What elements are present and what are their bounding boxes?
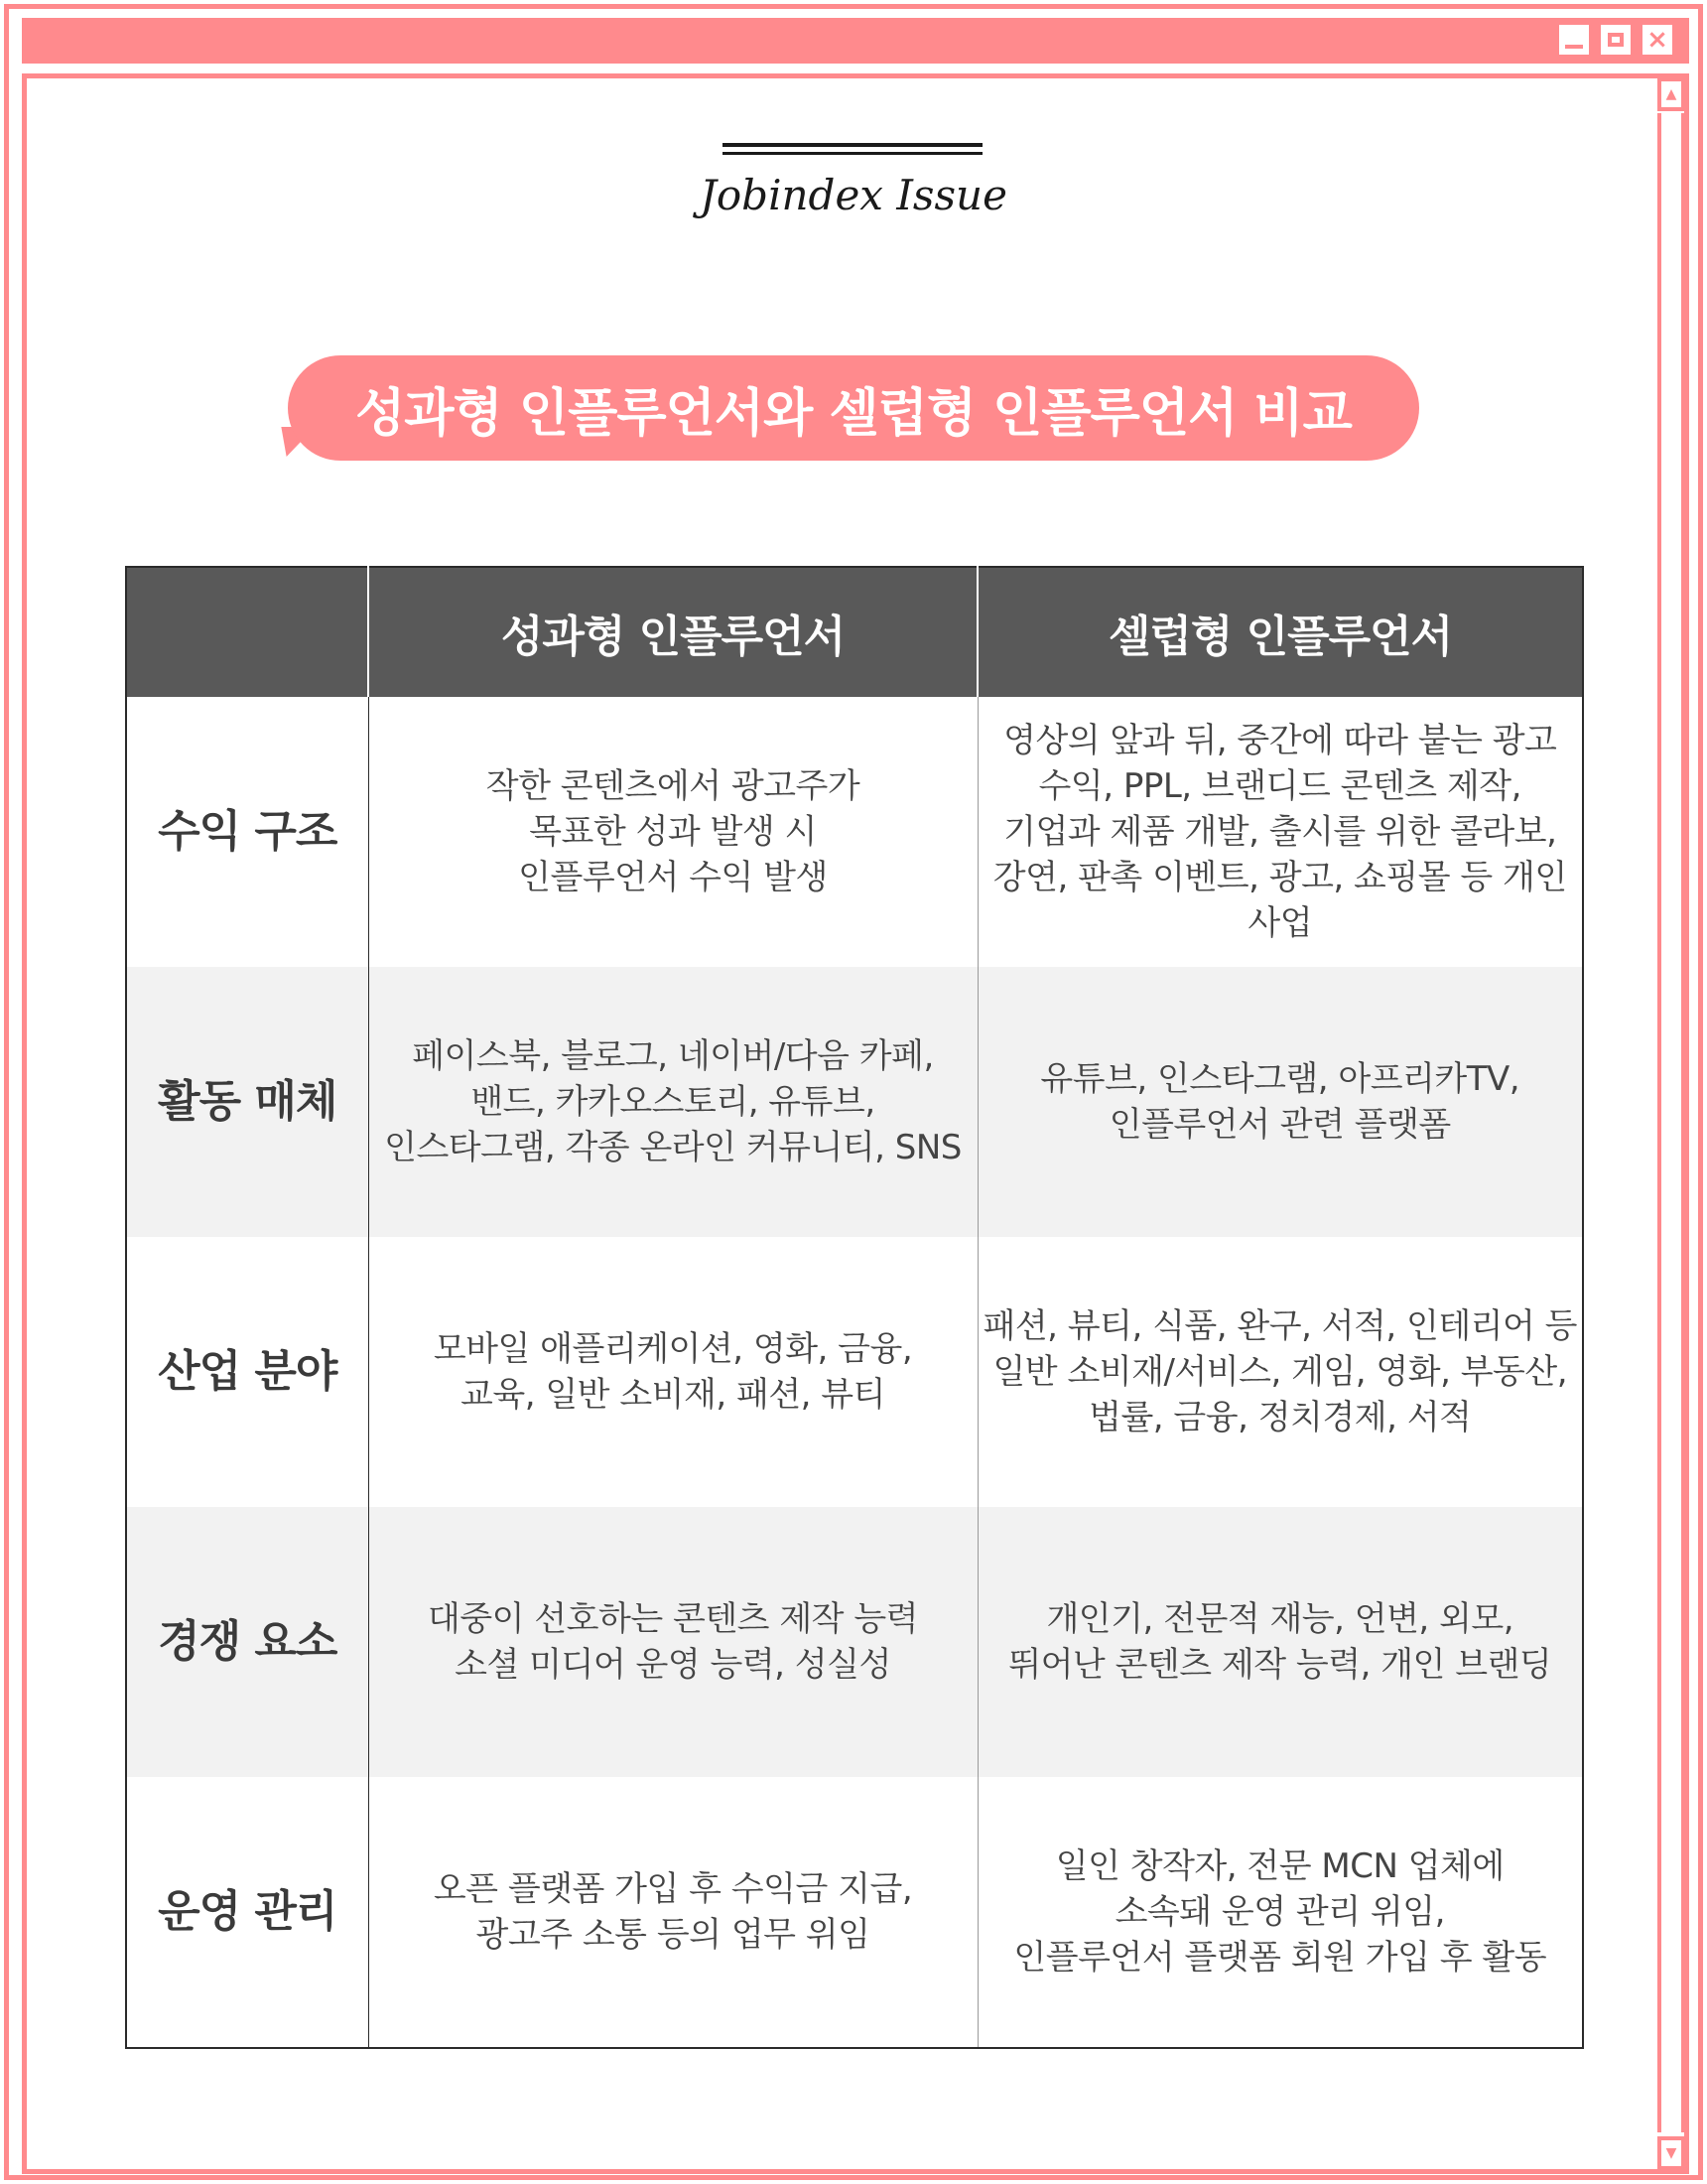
cell-line: 페이스북, 블로그, 네이버/다음 카페, <box>412 1036 934 1076</box>
maximize-icon <box>1608 33 1624 47</box>
performance-cell <box>368 1237 978 1507</box>
table-header-row <box>126 567 1583 697</box>
header-performance: 성과형 인플루언서 <box>368 567 978 697</box>
brand-rule <box>722 143 983 155</box>
minimize-icon <box>1565 45 1583 49</box>
cell-line: 작한 콘텐츠에서 광고주가 <box>485 766 860 806</box>
cell-line: 수익, PPL, 브랜디드 콘텐츠 제작, <box>1038 766 1521 806</box>
scroll-down-button[interactable] <box>1657 2136 1685 2170</box>
performance-cell <box>368 967 978 1237</box>
cell-line: 기업과 제품 개발, 출시를 위한 콜라보, <box>1003 812 1557 852</box>
performance-cell <box>368 697 978 967</box>
cell-line: 일인 창작자, 전문 MCN 업체에 <box>1055 1846 1505 1886</box>
arrow-up-icon: ▲ <box>1665 86 1677 102</box>
cell-line: 유튜브, 인스타그램, 아프리카TV, <box>1040 1059 1520 1099</box>
cell-line: 뛰어난 콘텐츠 제작 능력, 개인 브랜딩 <box>1008 1645 1552 1685</box>
cell-line: 강연, 판촉 이벤트, 광고, 쇼핑몰 등 개인사업 <box>992 858 1567 943</box>
comparison-table <box>125 566 1584 2049</box>
celebrity-cell <box>978 697 1583 967</box>
celebrity-cell <box>978 1777 1583 2048</box>
scroll-track[interactable] <box>1657 113 1685 2132</box>
cell-line: 교육, 일반 소비재, 패션, 뷰티 <box>460 1375 885 1415</box>
cell-line: 패션, 뷰티, 식품, 완구, 서적, 인테리어 등 <box>983 1306 1578 1346</box>
row-label: 산업 분야 <box>126 1237 368 1507</box>
row-label: 운영 관리 <box>126 1777 368 2048</box>
scroll-up-button[interactable] <box>1657 77 1685 111</box>
cell-line: 인플루언서 관련 플랫폼 <box>1109 1105 1451 1145</box>
maximize-button[interactable] <box>1598 22 1634 58</box>
cell-line: 소속돼 운영 관리 위임, <box>1115 1892 1445 1932</box>
table-row <box>126 697 1583 967</box>
cell-line: 광고주 소통 등의 업무 위임 <box>475 1915 870 1955</box>
header-celebrity: 셀럽형 인플루언서 <box>978 567 1583 697</box>
cell-line: 목표한 성과 발생 시 <box>529 812 817 852</box>
row-label: 수익 구조 <box>126 697 368 967</box>
celebrity-cell <box>978 1237 1583 1507</box>
close-icon: × <box>1646 25 1668 55</box>
arrow-down-icon: ▼ <box>1665 2145 1677 2161</box>
header-empty-cell <box>126 567 368 697</box>
cell-line: 법률, 금융, 정치경제, 서적 <box>1089 1398 1472 1437</box>
table-row <box>126 1777 1583 2048</box>
cell-line: 소셜 미디어 운영 능력, 성실성 <box>455 1645 891 1685</box>
scrollbar[interactable] <box>1651 73 1691 2174</box>
cell-line: 개인기, 전문적 재능, 언변, 외모, <box>1046 1599 1514 1639</box>
celebrity-cell <box>978 967 1583 1237</box>
cell-line: 인플루언서 플랫폼 회원 가입 후 활동 <box>1013 1938 1547 1978</box>
page-title: 성과형 인플루언서와 셀럽형 인플루언서 비교 <box>355 383 1352 444</box>
row-label: 경쟁 요소 <box>126 1507 368 1777</box>
minimize-button[interactable] <box>1556 22 1592 58</box>
cell-line: 밴드, 카카오스토리, 유튜브, <box>470 1082 875 1122</box>
cell-line: 대중이 선호하는 콘텐츠 제작 능력 <box>427 1599 919 1639</box>
table-row <box>126 1237 1583 1507</box>
table-row <box>126 967 1583 1237</box>
close-button[interactable] <box>1640 22 1675 58</box>
cell-line: 영상의 앞과 뒤, 중간에 따라 붙는 광고 <box>1003 721 1557 760</box>
cell-line: 인스타그램, 각종 온라인 커뮤니티, SNS <box>384 1128 962 1167</box>
celebrity-cell <box>978 1507 1583 1777</box>
table-row <box>126 1507 1583 1777</box>
cell-line: 일반 소비재/서비스, 게임, 영화, 부동산, <box>992 1352 1568 1392</box>
performance-cell <box>368 1507 978 1777</box>
cell-line: 모바일 애플리케이션, 영화, 금융, <box>433 1329 913 1369</box>
performance-cell <box>368 1777 978 2048</box>
brand-title: Jobindex Issue <box>700 171 1007 219</box>
cell-line: 인플루언서 수익 발생 <box>518 858 828 897</box>
title-pill <box>288 355 1419 461</box>
row-label: 활동 매체 <box>126 967 368 1237</box>
title-bar[interactable] <box>22 18 1689 64</box>
cell-line: 오픈 플랫폼 가입 후 수익금 지급, <box>433 1869 913 1909</box>
